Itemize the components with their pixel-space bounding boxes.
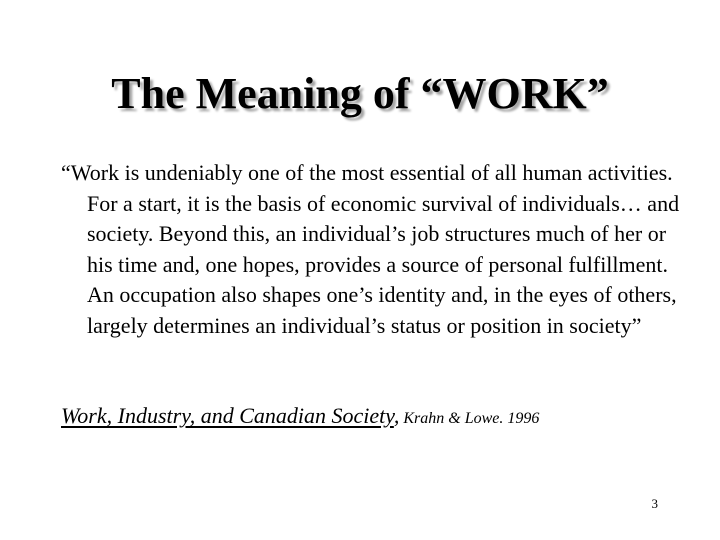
citation-separator: , [393,403,400,428]
slide-title: The Meaning of “WORK” [111,69,609,118]
citation [61,403,681,429]
citation-authors-year: Krahn & Lowe. 1996 [399,410,540,427]
citation-book-title: Work, Industry, and Canadian Society [61,403,394,428]
quote-paragraph: “Work is undeniably one of the most essential of all human activities. For a start, it is the basis of economic survival of individuals… and society. Beyond this, an individual’s job structures much of her or his time and, one hopes, provides a source of personal fulfillment. An occupation also shapes one’s identity and, in the eyes of others, largely determines an individual’s status or position in society” [61,160,680,338]
page-number: 3 [651,496,658,511]
